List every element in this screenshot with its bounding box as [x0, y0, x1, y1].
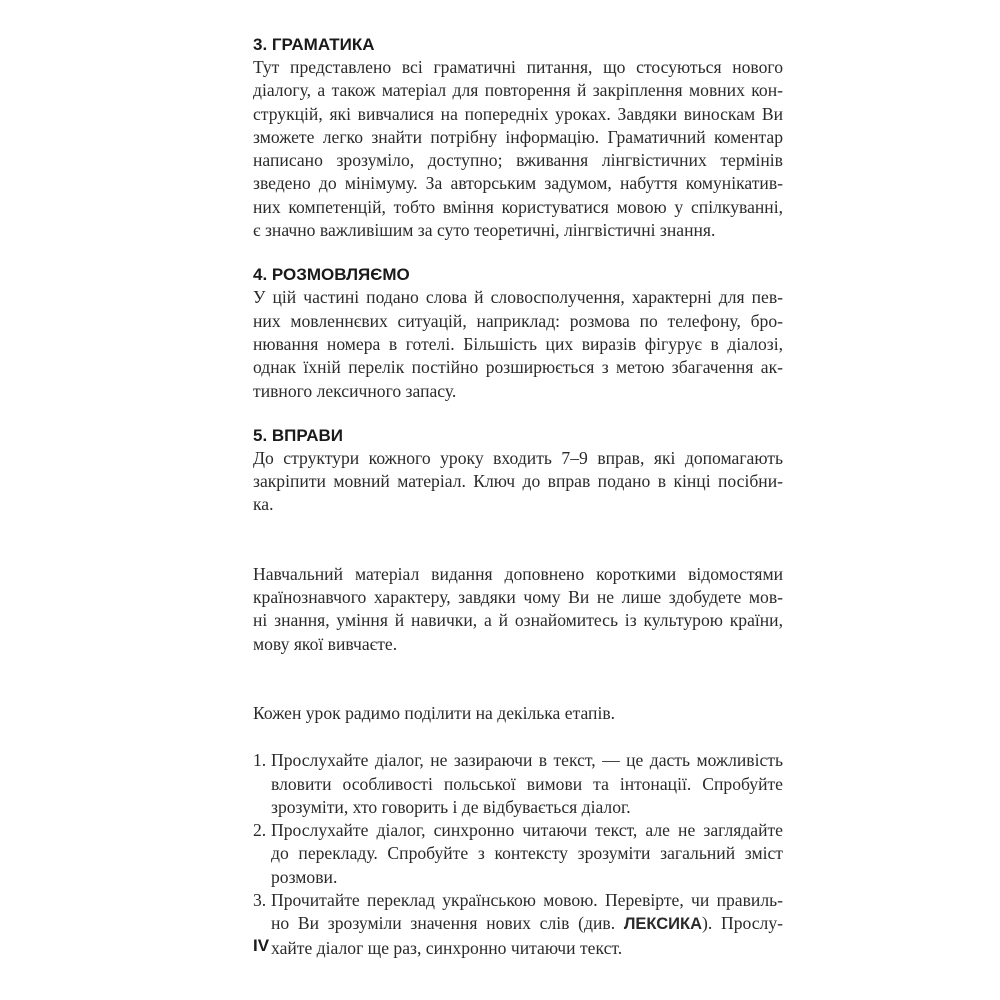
country-studies-paragraph	[253, 563, 783, 656]
text-line: Прослухайте діалог, синхронно читаючи текст, але не заглядайте	[271, 820, 783, 841]
text-line: ні знання, уміння й навички, а й ознайомитесь із культурою країни,	[253, 610, 783, 631]
text-line: струкцій, які вивчалися на попередніх уроках. Завдяки виноскам Ви	[253, 103, 783, 124]
text-line: нювання номера в готелі. Більшість цих виразів фігурує в діалозі,	[253, 333, 783, 354]
text-line: до перекладу. Спробуйте з контексту зрозуміти загальний зміст	[271, 843, 783, 864]
text-fragment: ). Прослу-	[702, 913, 783, 934]
text-line: Навчальний матеріал видання доповнено короткими відомостями	[253, 563, 783, 584]
text-line: Прослухайте діалог, не зазираючи в текст, — це дасть можливість	[271, 750, 783, 771]
text-line: діалогу, а також матеріал для повторення й закріплення мовних кон-	[253, 80, 783, 101]
text-line: них компетенцій, тобто вміння користуватися мовою у спілкуванні,	[253, 196, 783, 217]
text-line: зрозуміти, хто говорить і де відбувається діалог.	[271, 796, 631, 817]
keyword-lexika: ЛЕКСИКА	[623, 915, 703, 934]
text-fragment: но Ви зрозуміли значення нових слів (див.	[271, 913, 624, 934]
text-line: вловити особливості польської вимови та інтонації. Спробуйте	[271, 773, 783, 794]
text-line: Прочитайте переклад українською мовою. Перевірте, чи правиль-	[271, 890, 783, 911]
section-text	[253, 286, 783, 402]
text-line: До структури кожного уроку входить 7–9 вправ, які допомагають	[253, 447, 783, 468]
list-number: 3.	[253, 890, 267, 911]
text-line: У цій частині подано слова й словосполучення, характерні для пев-	[253, 287, 783, 308]
list-item	[253, 819, 783, 889]
section-title: 5. ВПРАВИ	[253, 425, 344, 445]
text-line: тивного лексичного запасу.	[253, 380, 457, 401]
section-text	[253, 56, 783, 242]
text-line: написано зрозуміло, доступно; вживання лінгвістичних термінів	[253, 150, 783, 171]
list-item	[253, 749, 783, 819]
page-number: IV	[253, 936, 270, 955]
text-line: них мовленнєвих ситуацій, наприклад: розмова по телефону, бро-	[253, 310, 783, 331]
lesson-steps-list	[253, 749, 783, 960]
text-line: однак їхній перелік постійно розширюється з метою збагачення ак-	[253, 357, 783, 378]
text-line: зможете легко знайти потрібну інформацію. Граматичний коментар	[253, 126, 783, 147]
text-line: зведено до мінімуму. За авторським задумом, набуття комунікатив-	[253, 173, 783, 194]
list-number: 2.	[253, 820, 267, 841]
text-line: є значно важливішим за суто теоретичні, лінгвістичні знання.	[253, 220, 716, 241]
section-grammar	[253, 34, 783, 242]
text-line: країнознавчого характеру, завдяки чому Ви не лише здобудете мов-	[253, 587, 783, 608]
text-line: хайте діалог ще раз, синхронно читаючи текст.	[271, 937, 623, 958]
text-line-with-keyword	[271, 912, 783, 936]
list-text	[271, 889, 783, 960]
section-title: 4. РОЗМОВЛЯЄМО	[253, 265, 410, 285]
list-item	[253, 889, 783, 960]
list-text	[271, 749, 783, 819]
section-exercises	[253, 425, 783, 517]
text-line: розмови.	[271, 866, 338, 887]
section-title: 3. ГРАМАТИКА	[253, 35, 375, 54]
section-conversation	[253, 264, 783, 402]
page-body	[253, 34, 783, 960]
text-line: мову якої вивчаєте.	[253, 633, 398, 654]
text-line: Тут представлено всі граматичні питання, що стосуються нового	[253, 57, 783, 77]
section-text	[253, 447, 783, 517]
list-text	[271, 819, 783, 889]
lesson-intro: Кожен урок радимо поділити на декілька етапів.	[253, 702, 616, 723]
text-line: ка.	[253, 494, 274, 515]
list-number: 1.	[253, 750, 267, 771]
text-line: закріпити мовний матеріал. Ключ до вправ подано в кінці посібни-	[253, 471, 783, 492]
